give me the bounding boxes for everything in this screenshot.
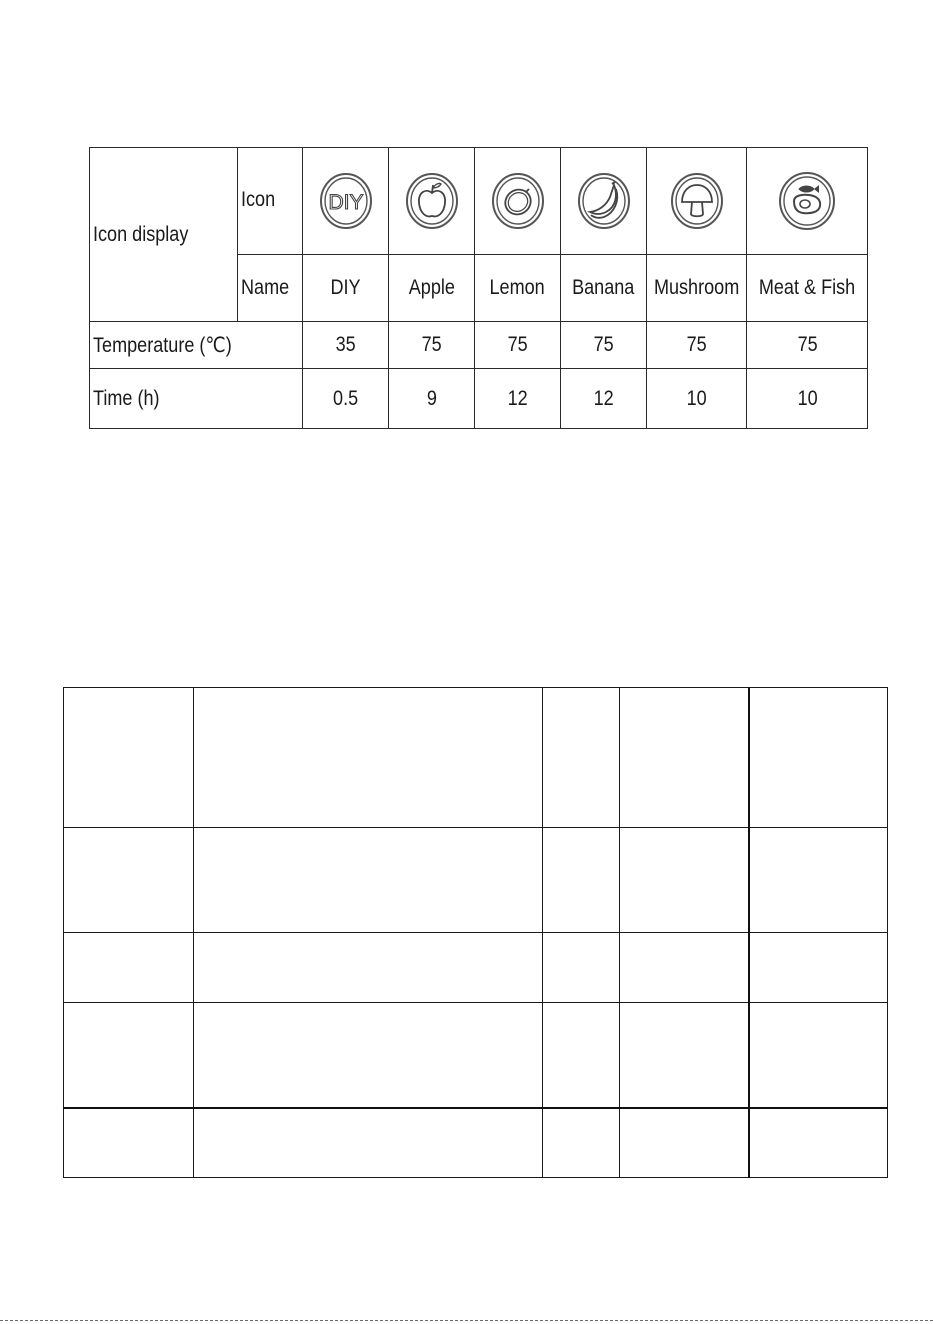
- program-icon-cell-banana: [561, 148, 647, 255]
- empty-table-row: [64, 688, 888, 828]
- apple-icon: [404, 171, 460, 231]
- temperature-cell: [303, 322, 389, 369]
- program-name-cell: [561, 255, 647, 322]
- empty-cell: [194, 933, 543, 1003]
- empty-table-row: [64, 1108, 888, 1178]
- empty-cell: [749, 828, 888, 933]
- page-edge-rule: [0, 1320, 933, 1321]
- empty-cell: [620, 1108, 749, 1178]
- empty-cell: [194, 1003, 543, 1108]
- empty-cell: [749, 1108, 888, 1178]
- empty-cell: [64, 828, 194, 933]
- banana-icon: [576, 171, 632, 231]
- empty-table: [63, 687, 888, 1178]
- time-value: 12: [593, 386, 614, 410]
- time-row: [90, 369, 868, 429]
- temperature-value: 35: [335, 333, 356, 356]
- program-name: Lemon: [489, 276, 546, 299]
- time-value: 10: [797, 386, 818, 410]
- empty-cell: [543, 1003, 620, 1108]
- temperature-value: 75: [507, 333, 528, 356]
- program-icon-cell-diy: [303, 148, 389, 255]
- icon-display-label: Icon display: [93, 222, 189, 246]
- program-settings-table: [89, 147, 868, 429]
- time-value: 0.5: [332, 386, 359, 410]
- program-icon-cell-meat-fish: [747, 148, 868, 255]
- diy-icon-text: DIY: [327, 191, 364, 214]
- temperature-value: 75: [797, 333, 818, 356]
- temperature-label-cell: [90, 322, 303, 369]
- time-cell: [647, 369, 747, 429]
- temperature-value: 75: [593, 333, 614, 356]
- temperature-row: [90, 322, 868, 369]
- empty-table-row: [64, 828, 888, 933]
- program-name-cell: [475, 255, 561, 322]
- icon-display-label-cell: [90, 148, 238, 322]
- time-cell: [747, 369, 868, 429]
- temperature-cell: [561, 322, 647, 369]
- empty-cell: [543, 933, 620, 1003]
- mushroom-icon: [669, 171, 725, 231]
- time-cell: [475, 369, 561, 429]
- empty-table-row: [64, 1003, 888, 1108]
- icon-row-label-cell: [238, 148, 303, 255]
- program-name: DIY: [330, 276, 361, 299]
- time-label-cell: [90, 369, 303, 429]
- temperature-cell: [747, 322, 868, 369]
- empty-cell: [620, 933, 749, 1003]
- time-value: 10: [686, 386, 707, 410]
- program-icon-cell-mushroom: [647, 148, 747, 255]
- time-label: Time (h): [93, 386, 160, 410]
- program-icon-cell-lemon: [475, 148, 561, 255]
- empty-cell: [749, 933, 888, 1003]
- empty-cell: [194, 828, 543, 933]
- icon-row: [90, 148, 868, 255]
- empty-cell: [543, 688, 620, 828]
- empty-cell: [749, 1003, 888, 1108]
- program-name: Meat & Fish: [759, 276, 856, 299]
- empty-cell: [64, 1108, 194, 1178]
- meat-fish-icon: [777, 170, 837, 232]
- empty-cell: [64, 933, 194, 1003]
- empty-table-row: [64, 933, 888, 1003]
- empty-cell: [194, 1108, 543, 1178]
- name-row-label-cell: [238, 255, 303, 322]
- temperature-label: Temperature (℃): [93, 333, 232, 357]
- empty-cell: [64, 688, 194, 828]
- temperature-value: 75: [686, 333, 707, 356]
- empty-cell: [543, 828, 620, 933]
- program-name: Mushroom: [653, 276, 740, 299]
- empty-cell: [620, 1003, 749, 1108]
- program-name-cell: [389, 255, 475, 322]
- program-name-cell: [647, 255, 747, 322]
- program-name: Banana: [572, 276, 635, 299]
- icon-row-label: Icon: [241, 188, 276, 211]
- temperature-cell: [475, 322, 561, 369]
- name-row-label: Name: [241, 276, 290, 299]
- program-name-cell: [303, 255, 389, 322]
- lemon-icon: [490, 171, 546, 231]
- program-name: Apple: [408, 276, 455, 299]
- time-cell: [561, 369, 647, 429]
- temperature-cell: [389, 322, 475, 369]
- temperature-cell: [647, 322, 747, 369]
- empty-cell: [64, 1003, 194, 1108]
- time-value: 12: [507, 386, 528, 410]
- empty-cell: [749, 688, 888, 828]
- diy-icon: [318, 171, 374, 231]
- empty-cell: [620, 828, 749, 933]
- time-cell: [303, 369, 389, 429]
- temperature-value: 75: [421, 333, 442, 356]
- time-value: 9: [426, 386, 437, 410]
- time-cell: [389, 369, 475, 429]
- empty-cell: [194, 688, 543, 828]
- empty-cell: [620, 688, 749, 828]
- program-name-cell: [747, 255, 868, 322]
- program-icon-cell-apple: [389, 148, 475, 255]
- empty-cell: [543, 1108, 620, 1178]
